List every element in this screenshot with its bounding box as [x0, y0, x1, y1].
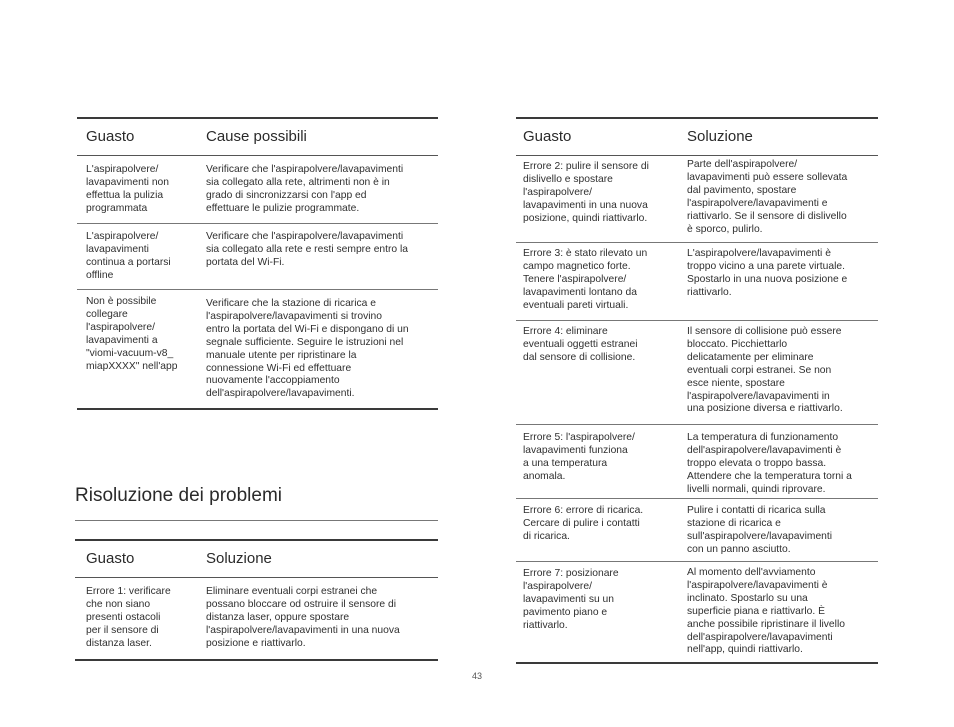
column-header-solution: Soluzione: [206, 550, 272, 567]
detail-cell: Al momento dell'avviamento l'aspirapolvere/lavapavimenti è inclinato. Spostarlo su una superficie piana e riattivarlo. È anche possibile ripristinare il livello dell'aspirapolvere/lavapavimenti nell'app, quindi riattivarlo.: [687, 567, 845, 656]
detail-cell: Verificare che l'aspirapolvere/lavapavimenti sia collegato alla rete, altrimenti non è in grado di sincronizzarsi con l'app ed effettuare le pulizie programmate.: [206, 164, 404, 214]
detail-cell: Parte dell'aspirapolvere/ lavapavimenti può essere sollevata dal pavimento, spostare l'aspirapolvere/lavapavimenti e riattivarlo. Se il sensore di dislivello è sporco, pulirlo.: [687, 159, 848, 235]
table-row: [75, 578, 438, 661]
detail-cell: L'aspirapolvere/lavapavimenti è troppo vicino a una parete virtuale. Spostarlo in una nuova posizione e riattivarlo.: [687, 248, 848, 298]
section-title: Risoluzione dei problemi: [75, 485, 282, 506]
fault-cell: Errore 1: verificare che non siano presenti ostacoli per il sensore di distanza laser.: [86, 586, 171, 649]
column-header-fault: Guasto: [86, 128, 135, 145]
table-header: [75, 539, 438, 578]
column-header-fault: Guasto: [523, 128, 572, 145]
errors-table-left: [75, 539, 438, 661]
table-row: [77, 224, 438, 290]
table-row: [516, 499, 878, 562]
table-row: [516, 243, 878, 321]
table-row: [516, 156, 878, 243]
detail-cell: Verificare che l'aspirapolvere/lavapavimenti sia collegato alla rete e resti sempre entro la portata del Wi-Fi.: [206, 231, 409, 268]
table-row: [77, 290, 438, 410]
detail-cell: Pulire i contatti di ricarica sulla stazione di ricarica e sull'aspirapolvere/lavapavimenti con un panno asciutto.: [687, 505, 833, 555]
causes-table: [77, 117, 438, 410]
fault-cell: Errore 4: eliminare eventuali oggetti estranei dal sensore di collisione.: [523, 326, 638, 363]
fault-cell: Errore 7: posizionare l'aspirapolvere/ lavapavimenti su un pavimento piano e riattivarlo.: [523, 568, 619, 631]
fault-cell: Errore 6: errore di ricarica. Cercare di pulire i contatti di ricarica.: [523, 505, 644, 542]
detail-cell: Il sensore di collisione può essere bloccato. Picchiettarlo delicatamente per eliminare eventuali corpi estranei. Se non esce niente, spostare l'aspirapolvere/lavapavimenti in una posizione diversa e riattivarlo.: [687, 326, 843, 415]
column-header-fault: Guasto: [86, 550, 135, 567]
column-header-causes: Cause possibili: [206, 128, 307, 145]
section-divider: [75, 520, 438, 521]
fault-cell: Non è possibile collegare l'aspirapolvere/ lavapavimenti a "viomi-vacuum-v8_ miapXXXX" nell'app: [86, 296, 178, 372]
detail-cell: Eliminare eventuali corpi estranei che possano bloccare od ostruire il sensore di distanza laser, oppure spostare l'aspirapolvere/lavapavimenti in una nuova posizione e riattivarlo.: [206, 586, 400, 649]
table-row: [516, 321, 878, 425]
table-row: [516, 562, 878, 664]
table-header: [516, 117, 878, 156]
table-row: [77, 156, 438, 224]
detail-cell: La temperatura di funzionamento dell'aspirapolvere/lavapavimenti è troppo elevata o troppo bassa. Attendere che la temperatura torni a livelli normali, quindi riprovare.: [687, 432, 852, 495]
fault-cell: L'aspirapolvere/ lavapavimenti continua a portarsi offline: [86, 231, 171, 281]
table-header: [77, 117, 438, 156]
fault-cell: L'aspirapolvere/ lavapavimenti non effettua la pulizia programmata: [86, 164, 169, 214]
column-header-solution: Soluzione: [687, 128, 753, 145]
errors-table-right: [516, 117, 878, 664]
fault-cell: Errore 2: pulire il sensore di dislivello e spostare l'aspirapolvere/ lavapavimenti in una nuova posizione, quindi riattivarlo.: [523, 161, 649, 224]
table-row: [516, 425, 878, 499]
detail-cell: Verificare che la stazione di ricarica e l'aspirapolvere/lavapavimenti si trovino entro la portata del Wi-Fi e dispongano di un segnale sufficiente. Seguire le istruzioni nel manuale utente per ripristinare la connessione Wi-Fi ed effettuare nuovamente l'accoppiamento dell'aspirapolvere/lavapavimenti.: [206, 298, 409, 400]
page-number: 43: [471, 671, 482, 681]
fault-cell: Errore 5: l'aspirapolvere/ lavapavimenti funziona a una temperatura anomala.: [523, 432, 635, 482]
fault-cell: Errore 3: è stato rilevato un campo magnetico forte. Tenere l'aspirapolvere/ lavapavimenti lontano da eventuali pareti virtuali.: [523, 248, 648, 311]
